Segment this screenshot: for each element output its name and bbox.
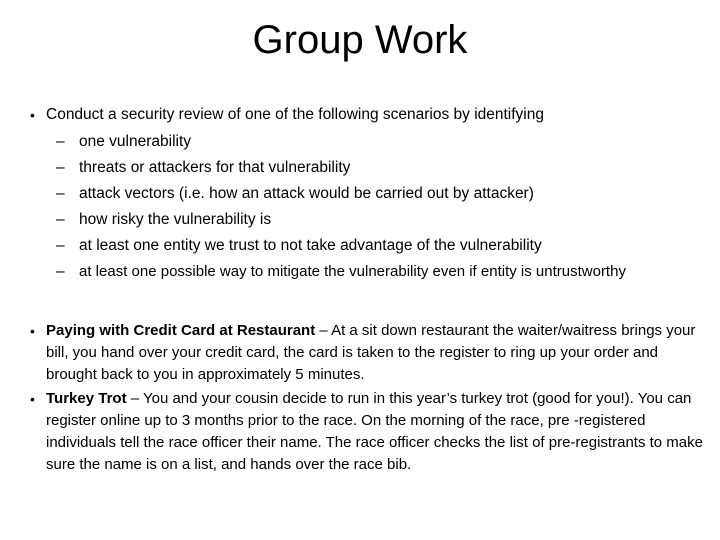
slide-title: Group Work <box>252 18 468 62</box>
bullet-icon: • <box>30 107 35 123</box>
dash-icon: – <box>56 133 65 150</box>
sub-item-2: threats or attackers for that vulnerability <box>79 159 351 176</box>
dash-icon: – <box>56 237 65 254</box>
dash-icon: – <box>56 211 65 228</box>
scenario-text: – At a sit down restaurant the waiter/waitress brings your bill, you hand over your credit card, the card is taken to the register to ring up your order and brought back to you in approximately 5 minutes. <box>46 322 696 383</box>
sub-item-3: attack vectors (i.e. how an attack would be carried out by attacker) <box>79 185 534 202</box>
scenario-label: Paying with Credit Card at Restaurant <box>46 322 316 339</box>
sub-item-4: how risky the vulnerability is <box>79 211 272 228</box>
dash-icon: – <box>56 159 65 176</box>
scenario-credit-card <box>46 320 706 386</box>
dash-icon: – <box>56 185 65 202</box>
bullet-icon: • <box>30 391 35 407</box>
bullet-icon: • <box>30 323 35 339</box>
sub-item-1: one vulnerability <box>79 133 192 150</box>
scenario-label: Turkey Trot <box>46 390 127 407</box>
intro-text: Conduct a security review of one of the following scenarios by identifying <box>46 106 544 123</box>
sub-item-5: at least one entity we trust to not take advantage of the vulnerability <box>79 237 542 254</box>
scenario-text: – You and your cousin decide to run in this year’s turkey trot (good for you!). You can register online up to 3 months prior to the race. On the morning of the race, pre -registered individuals tell the race officer their name. The race officer checks the list of pre-registrants to make sure the name is on a list, and hands over the race bib. <box>46 390 703 473</box>
scenario-turkey-trot <box>46 388 706 476</box>
dash-icon: – <box>56 263 65 280</box>
sub-item-6: at least one possible way to mitigate the vulnerability even if entity is untrustworthy <box>79 263 626 280</box>
